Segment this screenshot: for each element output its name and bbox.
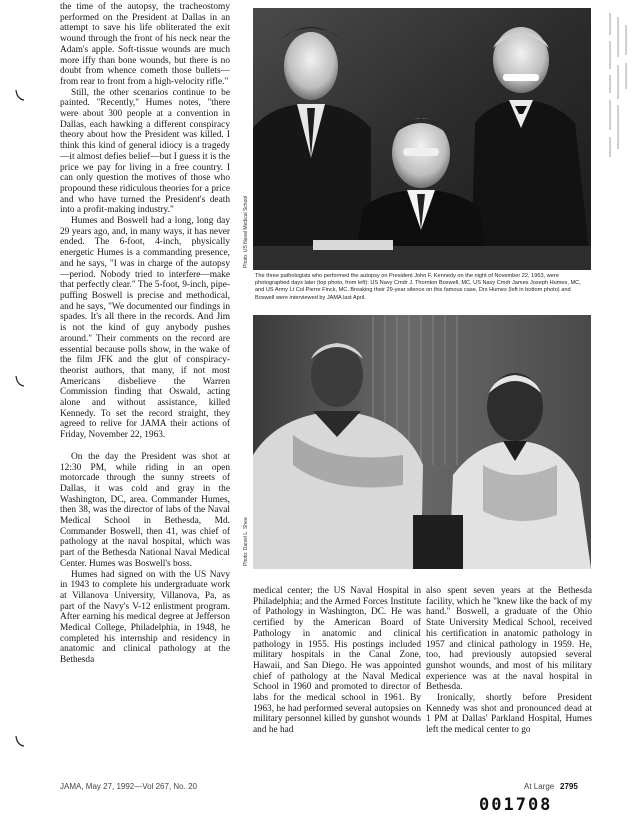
paragraph: medical center; the US Naval Hospital in Philadelphia; and the Armed Forces Institute of Pathology in Washington, DC. He was certified by the American Board of Pathology in anatomic and clinical pathology in 1955. His postings included military hospitals in the Canal Zone, Hawaii, and San Diego. He was appointed chief of pathology at the Naval Medical School in 1960 and promoted to director of labs for the medical school in 1961. By 1963, he had performed several autopsies on military personnel killed by gunshot wounds and he had — [253, 586, 421, 736]
photo-image — [253, 8, 591, 270]
paragraph: the time of the autopsy, the tracheostomy performed on the President at Dallas in an attempt to save his life obliterated the exit wound through the front of his neck near the Adam's apple. Soft-tissue wounds are much more iffy than bone wounds, but there is no doubt from whence cometh those bullets—from rear to front from a high-velocity rifle." — [60, 2, 230, 87]
paragraph: Still, the other scenarios continue to be painted. "Recently," Humes notes, "there were about 300 people at a convention in Dallas, each hawking a different conspiracy theory about how the President was killed. I think this kind of general idiocy is a tragedy—it almost defies belief—but I guess it is the price we pay for living in a free country. I can only question the motives of those who propound these ridiculous theories for a price and who have turned the President's death into a profit-making industry." — [60, 87, 230, 216]
photo-credit-bottom: Photo: Daniel L. Shea — [243, 517, 249, 566]
paragraph: Humes and Boswell had a long, long day 29 years ago, and, in many ways, it has never ended. The 6-foot, 4-inch, physically energetic Humes is a commanding presence, and he says, "I was in charge of the autopsy—period. Nobody tried to interfere—make that perfectly clear." The 5-foot, 9-inch, pipe-puffing Boswell is precise and methodical, and he says, "We documented our findings in spades. It's all there in the records. And Jim is not the kind of guy anybody pushes around." Their comments on the record are essential because polls show, in the wake of the film JFK and the glut of conspiracy-theorist authors, that many, if not most Americans disbelieve the Warren Commission finding that Oswald, acting alone and without assistance, killed Kennedy. To set the record straight, they agreed to relive for JAMA their actions of Friday, November 22, 1963. — [60, 216, 230, 441]
page-number: 2795 — [560, 782, 578, 791]
margin-scribble — [600, 5, 636, 175]
binding-mark-middle — [14, 374, 26, 388]
article-column-middle — [253, 586, 421, 736]
article-column-left — [60, 2, 230, 666]
paragraph: On the day the President was shot at 12:30 PM, while riding in an open motorcade through the sunny streets of Dallas, it was cold and gray in the Washington, DC, area. Commander Humes, then 38, was the director of labs of the Naval Medical School in Bethesda, Md. Commander Boswell, then 41, was chief of pathology at the naval hospital, which was part of the Bethesda National Naval Medical Center. Humes was Boswell's boss. — [60, 451, 230, 569]
binding-mark-bottom — [14, 734, 26, 748]
paragraph: also spent seven years at the Bethesda facility, which he "knew like the back of my hand." Boswell, a graduate of the Ohio State University Medical School, received his certification in anatomic pathology in 1957 and clinical pathology in 1959. He, too, had previously autopsied several gunshot wounds, and most of his military experience was at the naval hospital in Bethesda. — [426, 586, 592, 693]
paragraph: Humes had signed on with the US Navy in 1943 to complete his undergraduate work at Villanova University, Villanova, Pa, as part of the Navy's V-12 enlistment program. After earning his medical degree at Jefferson Medical College, Philadelphia, in 1948, he completed his internship and residency in anatomic and clinical pathology at the Bethesda — [60, 569, 230, 666]
photo-caption: The three pathologists who performed the autopsy on President John F. Kennedy on the night of November 22, 1963, were photographed days later (top photo, from left): US Navy Cmdr J. Thornton Boswell, MC, US Navy Cmdr James Joseph Humes, MC, and US Army Lt Col Pierre Finck, MC. Breaking their 29-year silence on this famous case, Drs Humes (left in bottom photo) and Boswell were interviewed by JAMA last April. — [255, 273, 581, 301]
photo-image — [253, 315, 591, 569]
document-number-stamp: 001708 — [479, 795, 553, 815]
section-label: At Large — [524, 782, 555, 791]
article-column-right — [426, 586, 592, 736]
binding-mark-top — [14, 88, 26, 102]
photo-credit-top: Photo: US Naval Medical School — [243, 195, 249, 268]
photo-humes-boswell — [253, 315, 591, 569]
photo-three-pathologists — [253, 8, 591, 270]
journal-citation: JAMA, May 27, 1992—Vol 267, No. 20 — [60, 782, 197, 791]
paragraph: Ironically, shortly before President Kennedy was shot and pronounced dead at 1 PM at Dallas' Parkland Hospital, Humes left the medical center to go — [426, 693, 592, 736]
